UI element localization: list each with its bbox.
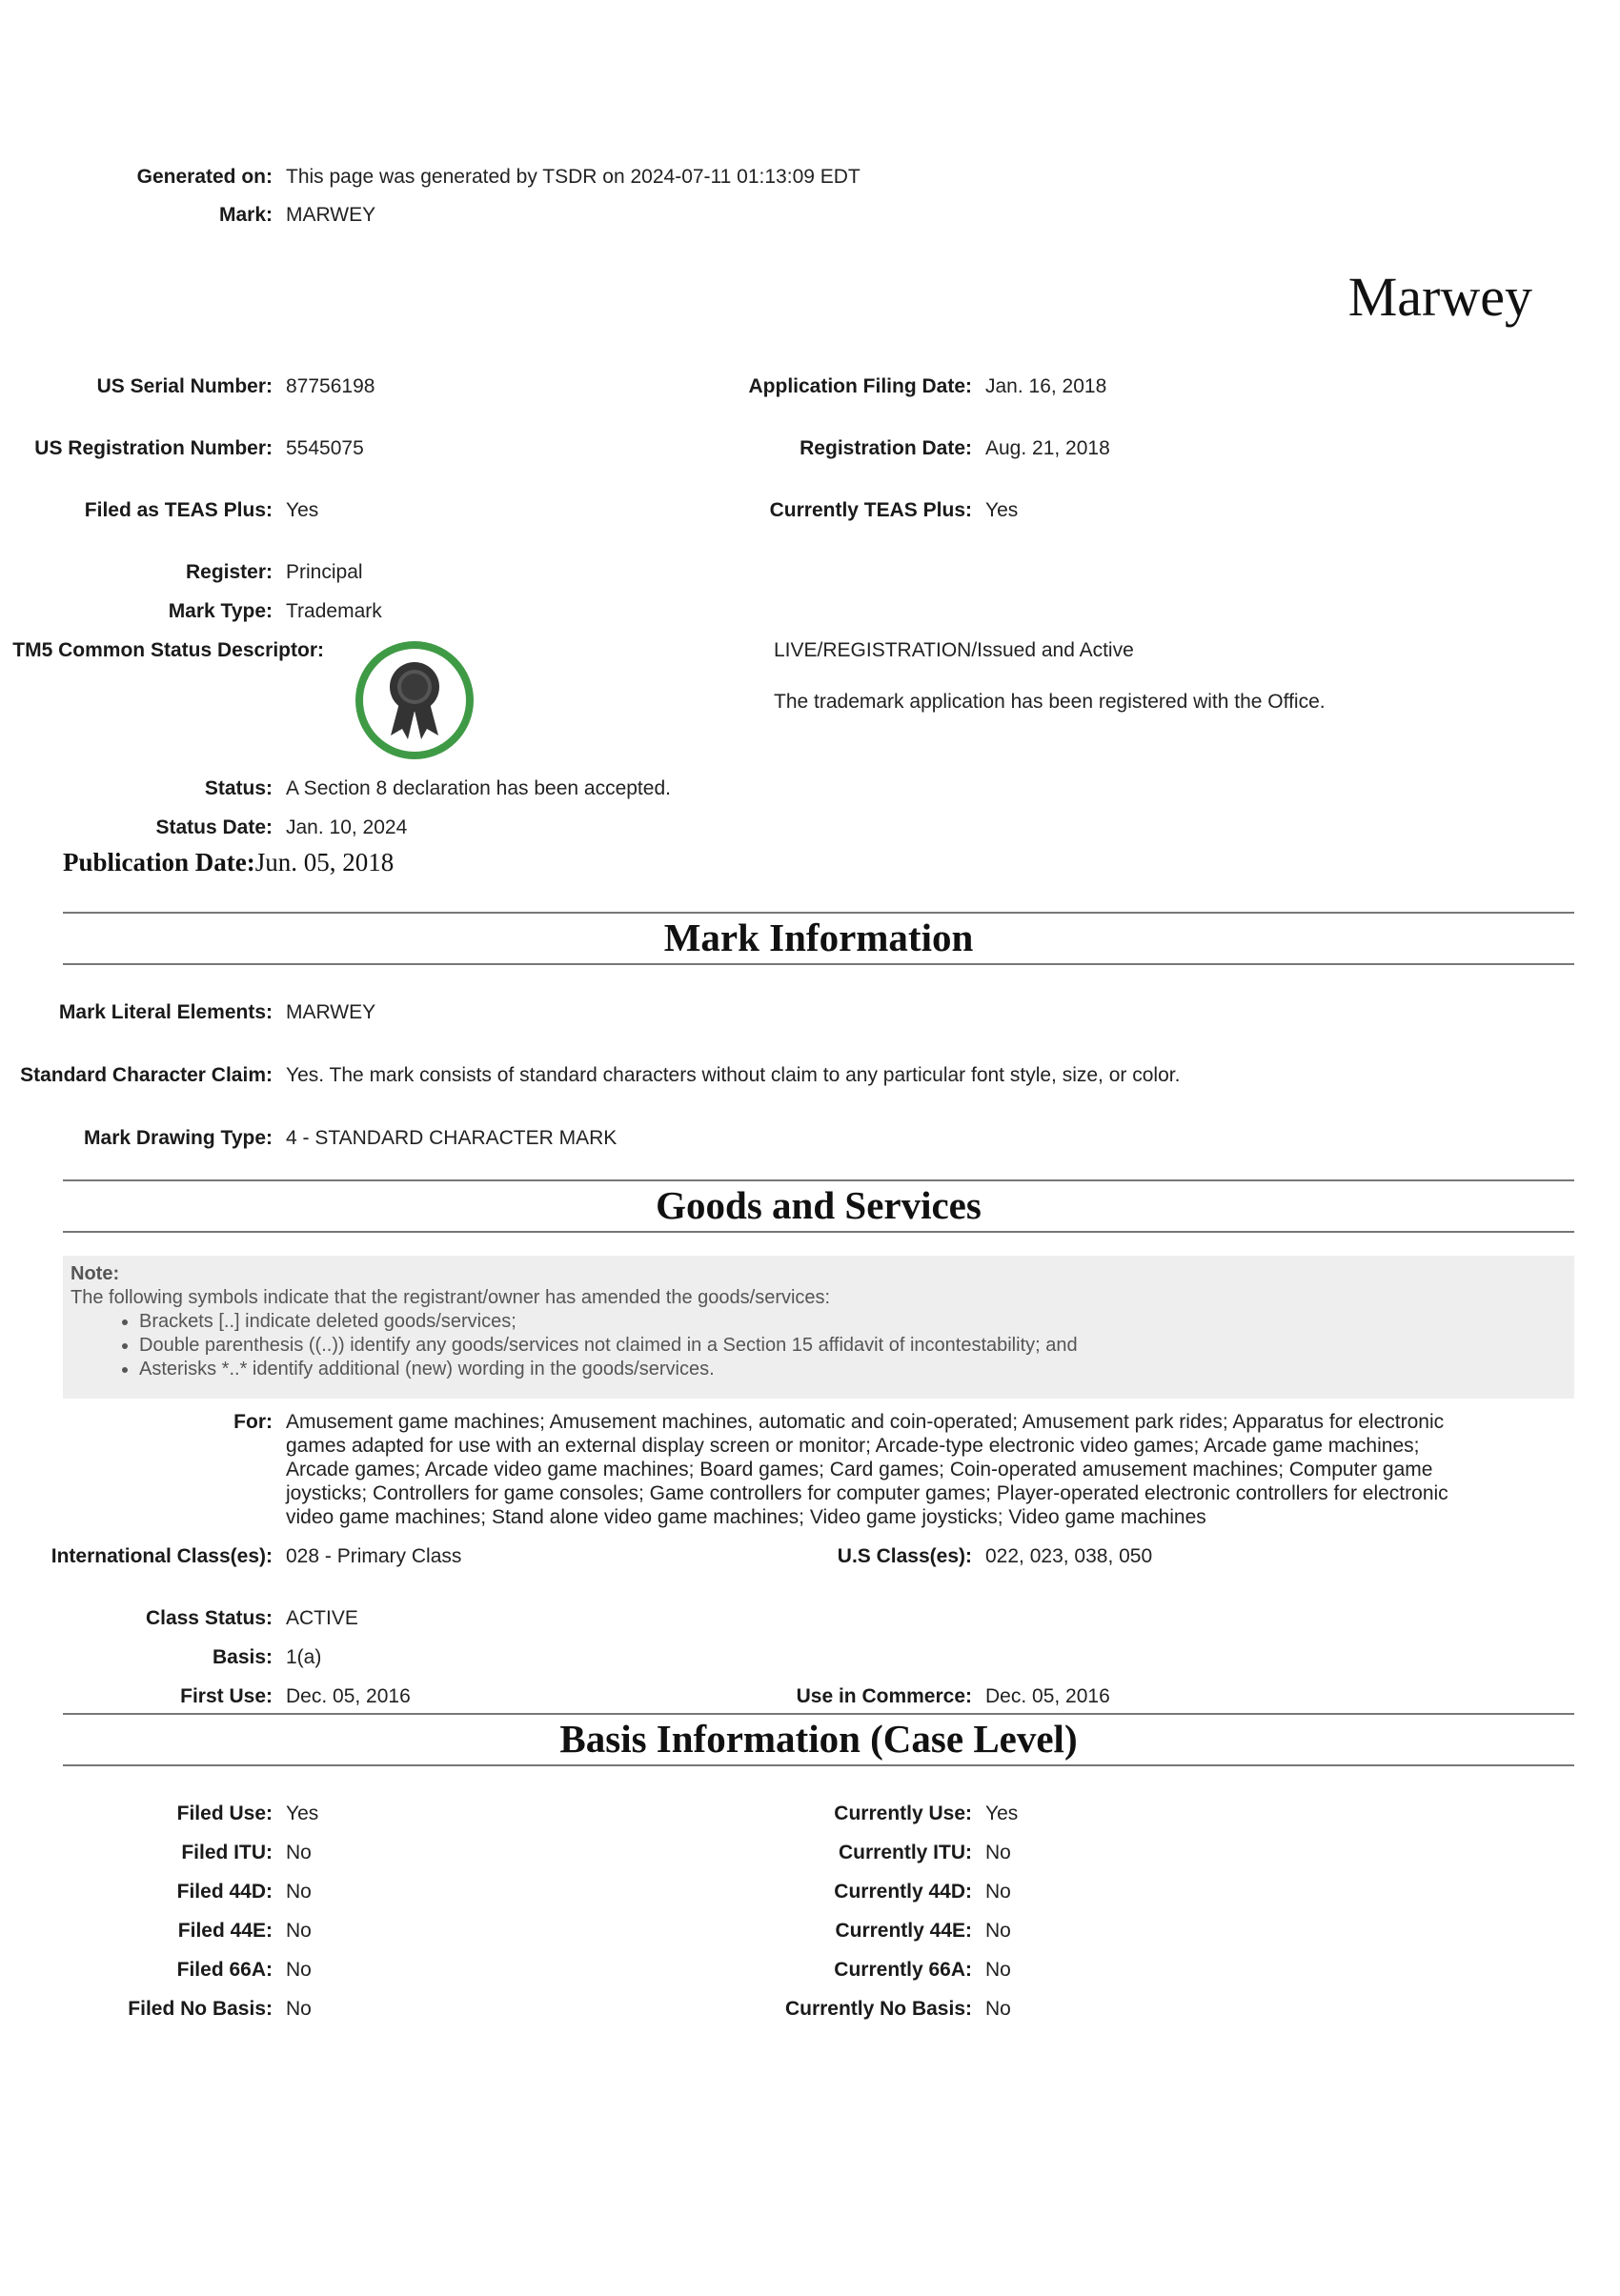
first-use-label: First Use: [180, 1685, 273, 1707]
status-row [0, 776, 671, 800]
teas-plus-label: Filed as TEAS Plus: [84, 499, 273, 521]
status-date-row [0, 816, 407, 839]
mark-type-label: Mark Type: [168, 600, 273, 622]
registration-number-label: US Registration Number: [34, 437, 273, 459]
status-label: Status: [204, 777, 273, 799]
literal-elements-label: Mark Literal Elements: [58, 1001, 273, 1023]
filed-use-row [0, 1802, 318, 1825]
register-value: Principal [286, 561, 363, 583]
class-status-row [0, 1606, 358, 1630]
registered-badge-icon [354, 640, 475, 760]
goods-for-value: Amusement game machines; Amusement machines, automatic and coin-operated; Amusement park rides; Apparatus for electronic games adapted for use with an external display screen or monitor; Arcade-type electronic video games; Arcade game machines; Arcade games; Arcade video game machines; Board games; Card games; Coin-operated amusement machines; Computer game joysticks; Controllers for game consoles; Game controllers for computer games; Player-operated electronic controllers for electronic video game machines; Stand alone video game machines; Video game joysticks; Video game machines [286, 1411, 1448, 1528]
currently-teas-plus-value: Yes [985, 499, 1019, 521]
class-status-value: ACTIVE [286, 1607, 358, 1629]
status-value: A Section 8 declaration has been accepted. [286, 777, 671, 799]
mark-label: Mark: [218, 204, 273, 226]
goods-for-label: For: [233, 1411, 273, 1433]
use-in-commerce-label: Use in Commerce: [796, 1685, 972, 1707]
filed-44d-value: No [286, 1881, 312, 1903]
currently-itu-label: Currently ITU: [838, 1842, 972, 1863]
filed-itu-row [0, 1841, 312, 1864]
drawing-type-row [0, 1126, 617, 1150]
use-in-commerce-row [667, 1684, 1110, 1708]
currently-44e-value: No [985, 1920, 1011, 1942]
first-use-row [0, 1684, 411, 1708]
note-item: • Asterisks *..* identify additional (new) wording in the goods/services. [139, 1358, 1567, 1381]
filed-44e-row [0, 1919, 312, 1943]
mark-type-row [0, 599, 382, 623]
register-row [0, 560, 363, 584]
currently-use-label: Currently Use: [834, 1803, 972, 1824]
use-in-commerce-value: Dec. 05, 2016 [985, 1685, 1110, 1707]
currently-itu-row [667, 1841, 1011, 1864]
filed-66a-label: Filed 66A: [176, 1959, 273, 1981]
class-status-label: Class Status: [145, 1607, 273, 1629]
filing-date-value: Jan. 16, 2018 [985, 375, 1107, 397]
drawing-type-value: 4 - STANDARD CHARACTER MARK [286, 1127, 618, 1149]
registration-number-value: 5545075 [286, 437, 364, 459]
currently-teas-plus-label: Currently TEAS Plus: [769, 499, 972, 521]
currently-use-value: Yes [985, 1803, 1019, 1824]
tm5-status-line1: LIVE/REGISTRATION/Issued and Active [774, 639, 1134, 661]
filed-use-value: Yes [286, 1803, 319, 1824]
registration-date-row [667, 436, 1110, 460]
registration-date-label: Registration Date: [800, 437, 972, 459]
goods-for-row [0, 1410, 1477, 1529]
currently-44e-row [667, 1919, 1011, 1943]
serial-row [0, 374, 375, 398]
note-list [71, 1310, 1567, 1381]
currently-44d-value: No [985, 1881, 1011, 1903]
registration-number-row [0, 436, 364, 460]
publication-date [63, 848, 394, 877]
currently-no-basis-row [667, 1997, 1011, 2021]
section-mark-information: Mark Information [63, 912, 1574, 965]
mark-display-image: Marwey [1347, 266, 1532, 328]
filed-44d-label: Filed 44D: [176, 1881, 273, 1903]
currently-teas-plus-row [667, 498, 1018, 522]
first-use-value: Dec. 05, 2016 [286, 1685, 411, 1707]
standard-character-value: Yes. The mark consists of standard characters without claim to any particular font style, size, or color. [286, 1064, 1181, 1086]
filed-no-basis-value: No [286, 1998, 312, 2020]
tm5-row [0, 638, 324, 662]
filed-44e-value: No [286, 1920, 312, 1942]
teas-plus-row [0, 498, 318, 522]
standard-character-row [0, 1063, 1180, 1087]
currently-44d-label: Currently 44D: [834, 1881, 972, 1903]
international-class-value: 028 - Primary Class [286, 1545, 462, 1567]
status-date-label: Status Date: [155, 816, 273, 838]
literal-elements-row [0, 1000, 375, 1024]
serial-value: 87756198 [286, 375, 375, 397]
filed-use-label: Filed Use: [176, 1803, 273, 1824]
filed-itu-value: No [286, 1842, 312, 1863]
mark-type-value: Trademark [286, 600, 382, 622]
generated-on-label: Generated on: [136, 166, 273, 188]
teas-plus-value: Yes [286, 499, 319, 521]
basis-row [0, 1645, 321, 1669]
basis-value: 1(a) [286, 1646, 322, 1668]
amendment-note [63, 1256, 1574, 1399]
serial-label: US Serial Number: [96, 375, 273, 397]
currently-44e-label: Currently 44E: [835, 1920, 972, 1942]
publication-date-label: Publication Date: [63, 848, 255, 876]
note-intro: The following symbols indicate that the registrant/owner has amended the goods/services: [71, 1287, 831, 1308]
filed-44d-row [0, 1880, 312, 1903]
tm5-status-line2: The trademark application has been registered with the Office. [774, 691, 1326, 713]
filed-no-basis-label: Filed No Basis: [128, 1998, 273, 2020]
basis-label: Basis: [212, 1646, 273, 1668]
filed-itu-label: Filed ITU: [181, 1842, 273, 1863]
currently-44d-row [667, 1880, 1011, 1903]
standard-character-label: Standard Character Claim: [20, 1064, 273, 1086]
note-item: • Double parenthesis ((..)) identify any goods/services not claimed in a Section 15 affidavit of incontestability; and [139, 1334, 1567, 1358]
international-class-label: International Class(es): [51, 1545, 273, 1567]
filed-no-basis-row [0, 1997, 312, 2021]
generated-on-value: This page was generated by TSDR on 2024-07-11 01:13:09 EDT [286, 166, 861, 188]
filed-66a-row [0, 1958, 312, 1982]
status-date-value: Jan. 10, 2024 [286, 816, 408, 838]
drawing-type-label: Mark Drawing Type: [84, 1127, 273, 1149]
filed-66a-value: No [286, 1959, 312, 1981]
currently-66a-label: Currently 66A: [834, 1959, 972, 1981]
currently-itu-value: No [985, 1842, 1011, 1863]
register-label: Register: [185, 561, 273, 583]
us-class-label: U.S Class(es): [837, 1545, 972, 1567]
filing-date-row [667, 374, 1106, 398]
international-class-row [0, 1544, 461, 1568]
section-basis-information: Basis Information (Case Level) [63, 1713, 1574, 1766]
section-goods-and-services: Goods and Services [63, 1179, 1574, 1233]
us-class-value: 022, 023, 038, 050 [985, 1545, 1153, 1567]
currently-no-basis-label: Currently No Basis: [784, 1998, 972, 2020]
generated-on-row [0, 165, 861, 189]
us-class-row [667, 1544, 1152, 1568]
note-title: Note: [71, 1263, 120, 1284]
mark-value: MARWEY [286, 204, 376, 226]
currently-no-basis-value: No [985, 1998, 1011, 2020]
currently-use-row [667, 1802, 1018, 1825]
tm5-label: TM5 Common Status Descriptor: [12, 639, 324, 661]
publication-date-value: Jun. 05, 2018 [254, 848, 395, 876]
registration-date-value: Aug. 21, 2018 [985, 437, 1110, 459]
filing-date-label: Application Filing Date: [748, 375, 972, 397]
currently-66a-value: No [985, 1959, 1011, 1981]
currently-66a-row [667, 1958, 1011, 1982]
filed-44e-label: Filed 44E: [177, 1920, 273, 1942]
note-item: • Brackets [..] indicate deleted goods/services; [139, 1310, 1567, 1334]
mark-row [0, 203, 375, 227]
literal-elements-value: MARWEY [286, 1001, 376, 1023]
